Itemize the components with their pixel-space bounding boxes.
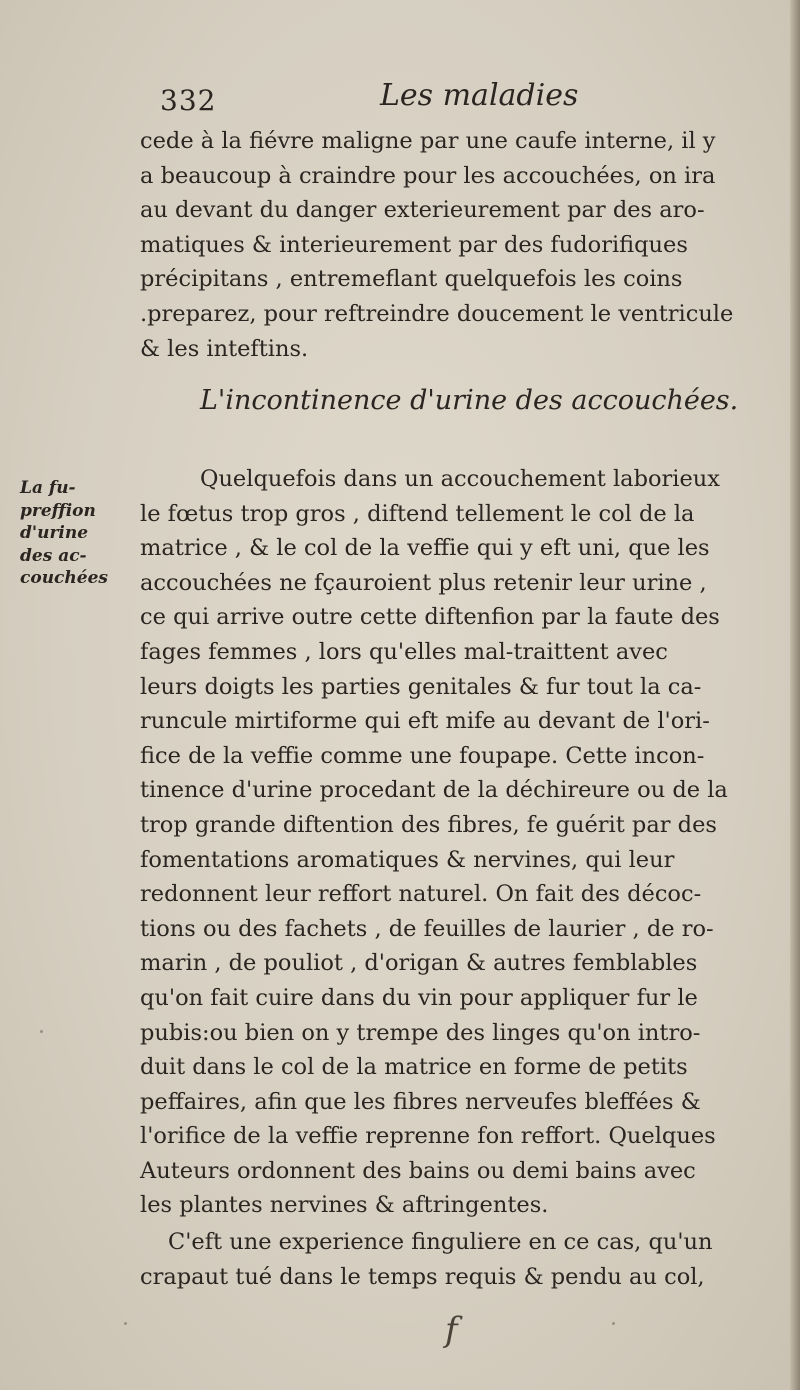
page-number: 332 bbox=[160, 84, 217, 117]
margin-note-line: preffion bbox=[20, 500, 96, 521]
page-header bbox=[150, 78, 770, 118]
text-line: & les inteftins. bbox=[140, 335, 309, 362]
text-line: Auteurs ordonnent des bains ou demi bains avec bbox=[140, 1157, 696, 1184]
text-line: précipitans , entremeflant quelquefois les coins bbox=[140, 266, 683, 293]
text-line: le fœtus trop gros , diftend tellement le col de la bbox=[140, 500, 695, 527]
text-line: redonnent leur reffort naturel. On fait des décoc- bbox=[140, 881, 702, 908]
paper-speck bbox=[40, 1030, 43, 1033]
page-spine-shadow bbox=[790, 0, 800, 1390]
text-line: tions ou des fachets , de feuilles de laurier , de ro- bbox=[140, 915, 714, 942]
text-line: fomentations aromatiques & nervines, qui leur bbox=[140, 846, 675, 873]
paragraph-2 bbox=[140, 462, 760, 1223]
text-line: les plantes nervines & aftringentes. bbox=[140, 1192, 549, 1219]
section-heading: L'incontinence d'urine des accouchées. bbox=[200, 385, 739, 416]
text-line: matrice , & le col de la veffie qui y eft uni, que les bbox=[140, 535, 710, 562]
paragraph-3 bbox=[140, 1225, 760, 1294]
paper-speck bbox=[612, 1322, 615, 1325]
text-line: cede à la fiévre maligne par une caufe interne, il y bbox=[140, 128, 716, 154]
text-line: tinence d'urine procedant de la déchireure ou de la bbox=[140, 777, 728, 804]
text-line: marin , de pouliot , d'origan & autres femblables bbox=[140, 950, 698, 977]
text-line: qu'on fait cuire dans du vin pour appliquer fur le bbox=[140, 984, 698, 1011]
text-line: runcule mirtiforme qui eft mife au devant de l'ori- bbox=[140, 708, 710, 735]
paragraph-1 bbox=[140, 124, 760, 366]
paper-speck bbox=[124, 1322, 127, 1325]
text-line: leurs doigts les parties genitales & fur tout la ca- bbox=[140, 673, 702, 700]
text-line: .preparez, pour reftreindre doucement le ventricule bbox=[140, 300, 734, 327]
margin-note-line: couchées bbox=[20, 568, 108, 588]
running-title: Les maladies bbox=[380, 78, 579, 113]
text-line: l'orifice de la veffie reprenne fon reffort. Quelques bbox=[140, 1123, 716, 1150]
catchword: f bbox=[445, 1310, 458, 1350]
text-line: pubis:ou bien on y trempe des linges qu'on intro- bbox=[140, 1019, 701, 1046]
text-line: fice de la veffie comme une foupape. Cette incon- bbox=[140, 742, 705, 769]
text-line: trop grande diftention des fibres, fe guérit par des bbox=[140, 811, 717, 838]
text-line: crapaut tué dans le temps requis & pendu au col, bbox=[140, 1263, 705, 1290]
text-line: fages femmes , lors qu'elles mal-traittent avec bbox=[140, 638, 668, 665]
margin-note bbox=[20, 477, 140, 590]
margin-note-line: La fu- bbox=[20, 478, 76, 498]
text-line: a beaucoup à craindre pour les accouchées, on ira bbox=[140, 162, 716, 189]
text-line: ce qui arrive outre cette diftenfion par la faute des bbox=[140, 604, 720, 631]
text-line: accouchées ne fçauroient plus retenir leur urine , bbox=[140, 569, 707, 596]
text-line: matiques & interieurement par des fudorifiques bbox=[140, 231, 688, 258]
margin-note-line: d'urine bbox=[20, 523, 89, 543]
text-line: duit dans le col de la matrice en forme de petits bbox=[140, 1054, 688, 1081]
text-line: Quelquefois dans un accouchement laborieux bbox=[200, 466, 720, 492]
margin-note-line: des ac- bbox=[20, 545, 87, 566]
text-line: C'eft une experience finguliere en ce cas, qu'un bbox=[168, 1229, 713, 1255]
text-line: peffaires, afin que les fibres nerveufes bleffées & bbox=[140, 1088, 701, 1115]
text-line: au devant du danger exterieurement par des aro- bbox=[140, 197, 705, 224]
